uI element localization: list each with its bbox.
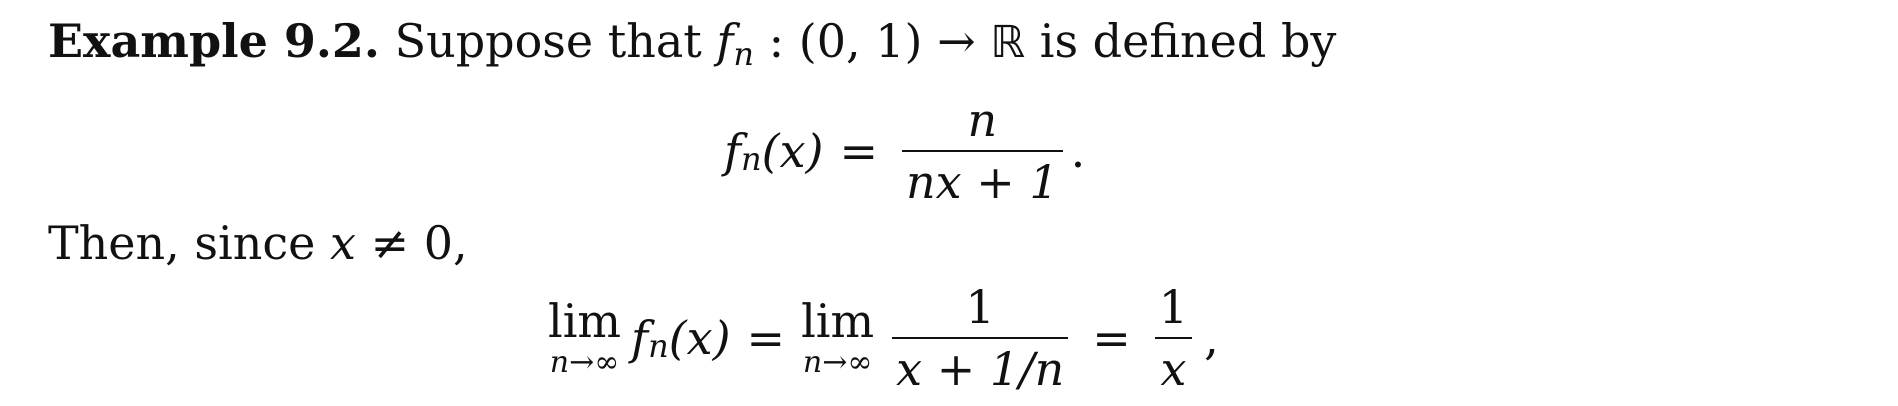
eq2-numerator-1: 1 <box>965 279 995 334</box>
example-heading-line <box>48 14 1337 73</box>
eq1-period: . <box>1070 124 1086 178</box>
eq1-fraction-bar <box>902 150 1063 152</box>
eq2-fraction-1 <box>892 279 1068 396</box>
text-defined-by: is defined by <box>1039 14 1337 68</box>
lim-under-n-2: n <box>802 345 823 380</box>
example-label: Example 9.2. <box>48 14 380 68</box>
eq1-fraction <box>902 92 1063 209</box>
eq2-equals-2: = <box>1092 311 1131 365</box>
lim-under-1 <box>549 345 620 380</box>
then-line <box>48 216 468 270</box>
eq1-denominator: nx + 1 <box>906 155 1059 209</box>
lim-under-n-1: n <box>549 345 570 380</box>
var-x: x <box>329 216 356 270</box>
eq2-denominator-2: x <box>1160 342 1187 396</box>
eq2-fraction-bar-1 <box>892 337 1068 339</box>
neq-zero: ≠ 0, <box>370 216 468 270</box>
domain-text: : (0, 1) → <box>768 14 976 68</box>
func-subscript: n <box>733 35 755 73</box>
eq1-arg: (x) <box>761 124 824 178</box>
eq2-numerator-2: 1 <box>1158 279 1189 334</box>
limit-operator-1 <box>548 294 622 380</box>
equation-definition <box>724 92 1086 209</box>
lim-under-arrow-2: →∞ <box>822 345 873 380</box>
lim-word-1: lim <box>548 294 622 348</box>
eq1-equals: = <box>839 124 879 178</box>
eq2-arg: (x) <box>668 311 731 365</box>
reals-symbol: ℝ <box>990 17 1026 68</box>
eq2-denominator-1: x + 1/n <box>896 342 1065 396</box>
eq2-comma: , <box>1204 311 1219 365</box>
lim-under-2 <box>802 345 873 380</box>
eq2-fraction-2 <box>1155 279 1192 396</box>
text-suppose: Suppose that <box>394 14 702 68</box>
eq2-f: f <box>631 311 649 365</box>
equation-limit <box>548 278 1219 398</box>
text-then-since: Then, since <box>48 216 316 270</box>
lim-under-arrow-1: →∞ <box>569 345 620 380</box>
lim-word-2: lim <box>801 294 875 348</box>
eq1-f: f <box>724 124 742 178</box>
limit-operator-2 <box>801 294 875 380</box>
func-symbol: f <box>716 14 734 68</box>
eq1-numerator: n <box>967 92 998 147</box>
eq2-subscript: n <box>648 327 669 365</box>
eq2-fraction-bar-2 <box>1155 337 1192 339</box>
eq2-equals-1: = <box>746 311 786 365</box>
eq1-subscript: n <box>741 140 762 178</box>
